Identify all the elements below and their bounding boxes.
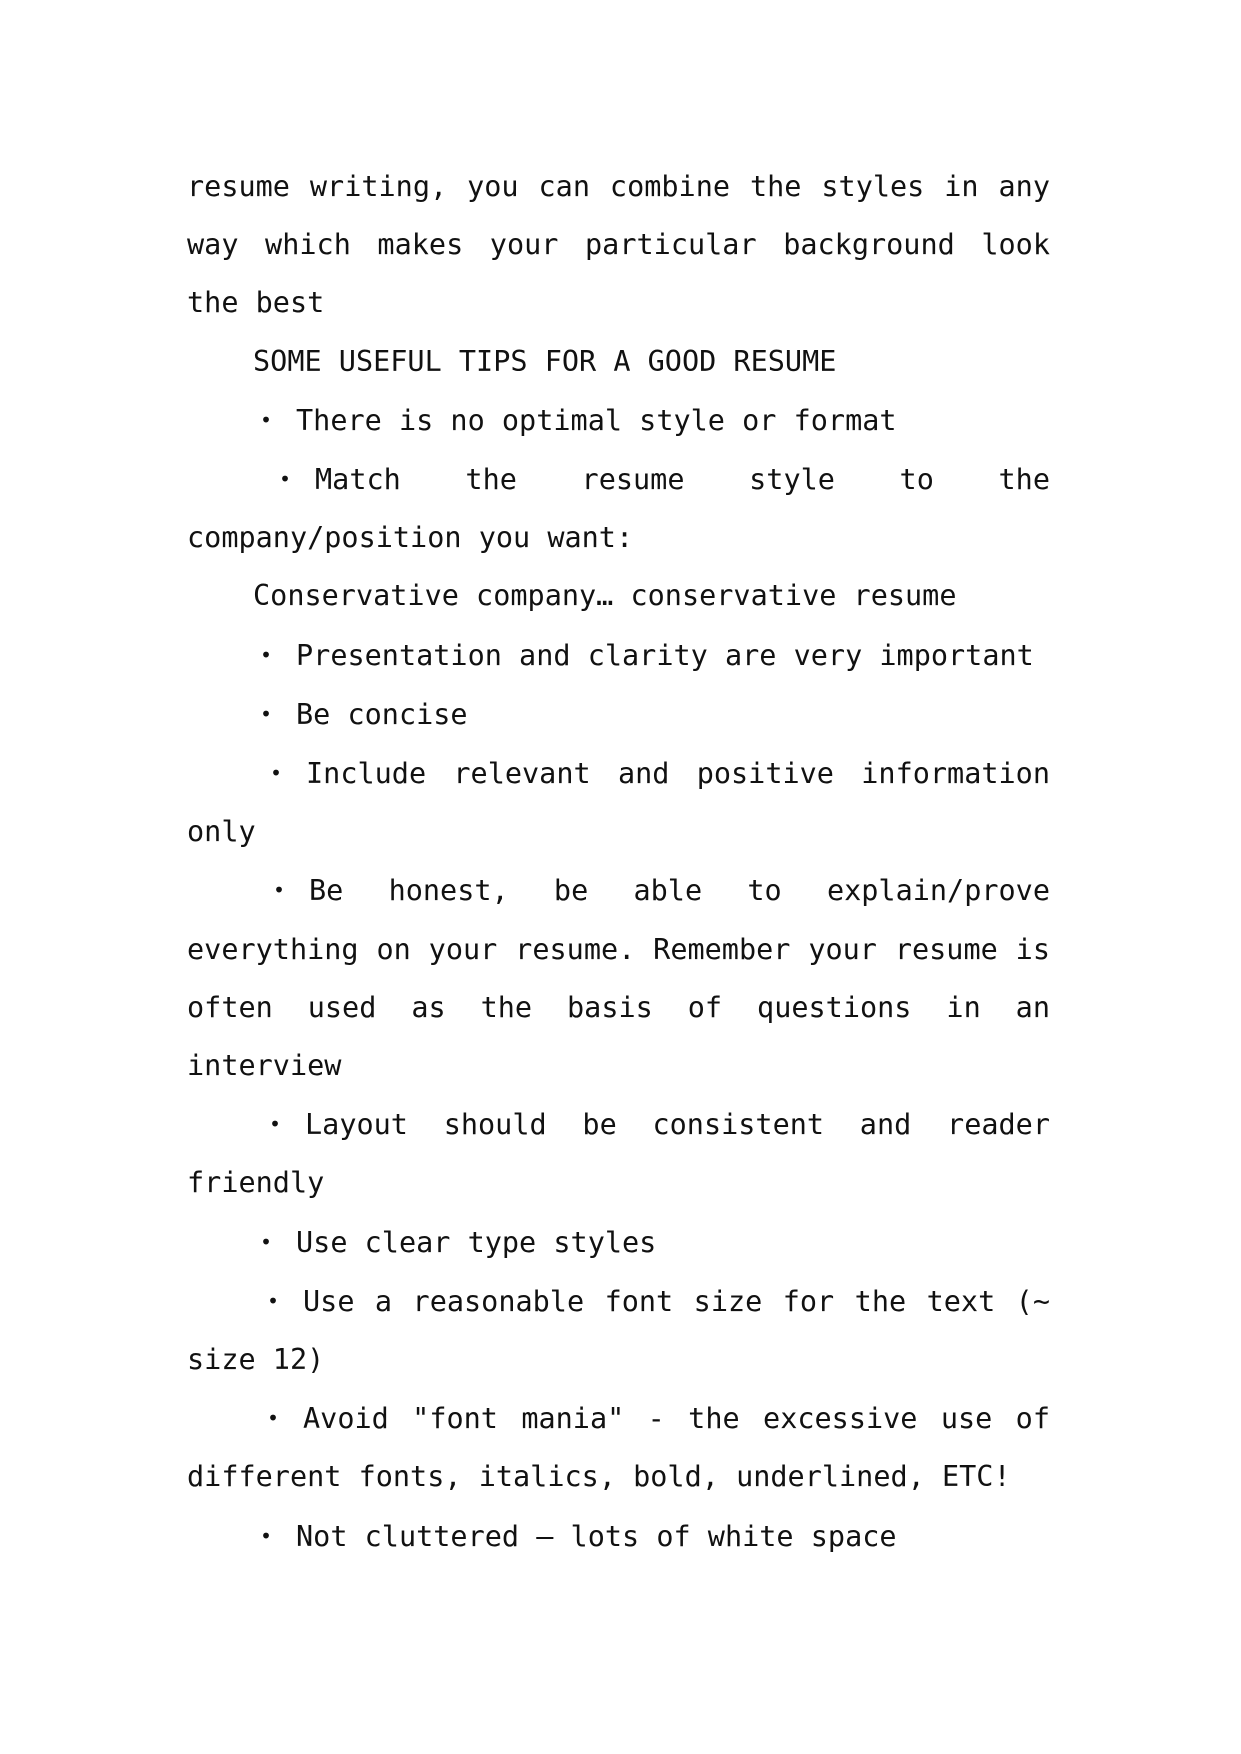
- paragraph-intro: resume writing, you can combine the styles in any way which makes your particular background look the best: [187, 170, 1050, 320]
- list-item: [187, 626, 1050, 685]
- list-item: [187, 1272, 1050, 1389]
- list-item: [187, 1389, 1050, 1506]
- list-item-text: There is no optimal style or format: [296, 403, 897, 437]
- list-item-text: Not cluttered – lots of white space: [296, 1519, 897, 1553]
- bullet-icon: •: [267, 1288, 280, 1313]
- list-item: [187, 450, 1050, 567]
- bullet-icon: •: [267, 1406, 280, 1431]
- list-item: [187, 1095, 1050, 1212]
- list-item-text: Layout should be consistent and reader friendly: [187, 1108, 1050, 1200]
- list-item: [187, 685, 1050, 744]
- list-item-text: Include relevant and positive information only: [187, 757, 1050, 849]
- list-item: [187, 744, 1050, 861]
- list-item-text: Presentation and clarity are very important: [296, 638, 1034, 672]
- list-item-text: Avoid "font mania" - the excessive use of different fonts, italics, bold, underlined, ETC!: [187, 1402, 1050, 1494]
- list-item: [187, 391, 1050, 450]
- bullet-icon: •: [260, 642, 273, 667]
- bullet-icon: •: [260, 701, 273, 726]
- list-item: [187, 1213, 1050, 1272]
- list-item-text: Be honest, be able to explain/prove everything on your resume. Remember your resume is often used as the basis of questions in an interview: [187, 874, 1050, 1083]
- list-item: [187, 861, 1050, 1095]
- bullet-icon: •: [269, 1112, 282, 1137]
- list-item-text: Use a reasonable font size for the text (~ size 12): [187, 1284, 1050, 1377]
- bullet-icon: •: [270, 761, 283, 786]
- section-heading: SOME USEFUL TIPS FOR A GOOD RESUME: [253, 344, 837, 378]
- list-item: [187, 1507, 1050, 1566]
- bullet-icon: •: [260, 1229, 273, 1254]
- paragraph-note: Conservative company… conservative resume: [253, 579, 957, 613]
- list-item-text: Be concise: [296, 697, 468, 731]
- bullet-icon: •: [273, 878, 286, 903]
- bullet-icon: •: [260, 407, 273, 432]
- list-item-text: Use clear type styles: [296, 1225, 657, 1259]
- bullet-icon: •: [260, 1523, 273, 1548]
- list-item-text: Match the resume style to the company/position you want:: [187, 463, 1050, 555]
- bullet-icon: •: [279, 467, 292, 492]
- document-body: [187, 158, 1050, 1566]
